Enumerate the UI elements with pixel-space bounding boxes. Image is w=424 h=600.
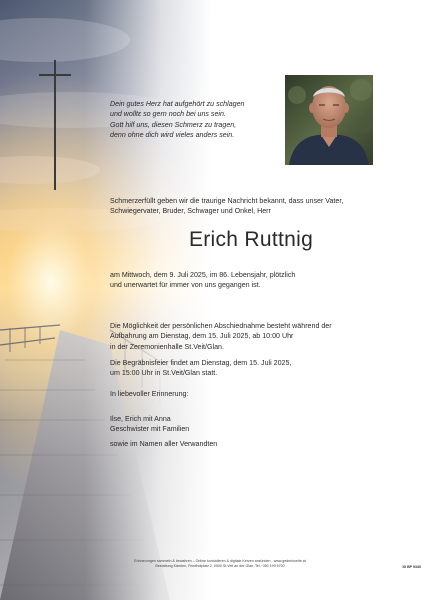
funeral-line: um 15:00 Uhr in St.Veit/Glan statt. xyxy=(110,369,218,378)
poem-line: und wolltε so gern noch bei uns sein. xyxy=(110,110,226,119)
funeral-info xyxy=(110,358,410,379)
farewell-line: Aufbahrung am Dienstag, dem 15. Juli 2025, ab 10:00 Uhr xyxy=(110,332,294,341)
memorial-poem xyxy=(110,99,280,141)
death-notice xyxy=(110,270,410,291)
relatives-note xyxy=(110,439,350,449)
mourning-family xyxy=(110,414,350,435)
death-line: und unerwartet für immer von uns gegangen ist. xyxy=(110,281,261,290)
poem-line: Gott hilf uns, diesen Schmerz zu tragen, xyxy=(110,120,237,129)
document-code: ID BP 9340 xyxy=(402,565,421,569)
funeral-line: Die Begräbnisfeier findet am Dienstag, dem 15. Juli 2025, xyxy=(110,359,292,367)
intro-line: Schmerzerfüllt geben wir die traurige Nachricht bekannt, dass unser Vater, xyxy=(110,197,344,205)
family-line: Geschwister mit Familien xyxy=(110,425,190,434)
deceased-name: Erich Ruttnig xyxy=(188,228,314,251)
relatives-text: sowie im Namen aller Verwandten xyxy=(110,440,218,448)
death-line: am Mittwoch, dem 9. Juli 2025, im 86. Lebensjahr, plötzlich xyxy=(110,271,296,279)
family-line: Ilse, Erich mit Anna xyxy=(110,415,171,423)
footer xyxy=(60,559,380,570)
poem-line: denn ohne dich wird vieles anders sein. xyxy=(110,131,235,140)
announcement-intro xyxy=(110,196,410,217)
memory-text: In liebevoller Erinnerung: xyxy=(110,390,189,398)
cross-icon xyxy=(39,60,71,190)
footer-line: Erinnerungen sammeln & bewahren – Online kondolieren & digitale Kerzen anzünden - www.gedenkseite.at xyxy=(134,559,306,563)
poem-line: Dein gutes Herz hat aufgehört zu schlagen xyxy=(110,100,245,108)
memory-heading xyxy=(110,389,350,399)
farewell-info xyxy=(110,321,410,352)
intro-line: Schwiegervater, Bruder, Schwager und Onkel, Herr xyxy=(110,207,271,216)
portrait-photo xyxy=(285,75,373,165)
farewell-line: in der Zeremonienhalle St.Veit/Glan. xyxy=(110,342,224,351)
farewell-line: Die Möglichkeit der persönlichen Abschiednahme besteht während der xyxy=(110,322,332,330)
footer-line: Bestattung Kärnten, Friedhofplatz 2, 0000 St.Veit an der Glan, Tel.: 050 199 6700 xyxy=(155,564,285,569)
